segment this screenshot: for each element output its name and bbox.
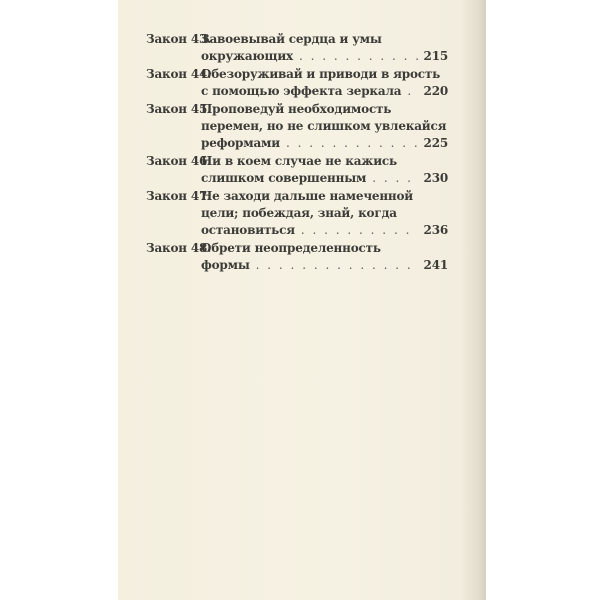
toc-entry-46 bbox=[146, 153, 448, 188]
toc-entry-44 bbox=[146, 66, 448, 101]
page-number: 215 bbox=[423, 49, 448, 64]
law-number: Закон 46. bbox=[146, 153, 212, 168]
law-number: Закон 43. bbox=[146, 32, 212, 46]
toc-entry-47 bbox=[146, 188, 448, 240]
leader-dots bbox=[372, 170, 417, 187]
entry-title: реформами bbox=[201, 136, 280, 151]
entry-title: Проповедуй необходимость bbox=[201, 101, 392, 116]
law-number: Закон 48. bbox=[146, 240, 212, 255]
entry-title: остановиться bbox=[201, 223, 295, 238]
entry-title: Обезоруживай и приводи в ярость bbox=[201, 66, 441, 81]
toc-entry-48 bbox=[146, 240, 448, 275]
leader-dots bbox=[286, 135, 418, 152]
entry-title: окружающих bbox=[201, 49, 293, 64]
page-number: 225 bbox=[423, 136, 448, 151]
toc-entry-45 bbox=[146, 101, 448, 153]
page-number: 236 bbox=[423, 223, 448, 238]
entry-title: Завоевывай сердца и умы bbox=[201, 32, 382, 46]
entry-title: Не заходи дальше намеченной bbox=[201, 188, 414, 203]
leader-dots bbox=[256, 257, 418, 274]
leader-dots bbox=[299, 48, 418, 65]
law-number: Закон 47. bbox=[146, 188, 212, 203]
page-number: 241 bbox=[423, 258, 448, 273]
entry-title: формы bbox=[201, 258, 250, 273]
entry-title: Обрети неопределенность bbox=[201, 240, 381, 255]
law-number: Закон 45. bbox=[146, 101, 212, 116]
page-number: 230 bbox=[423, 171, 448, 186]
page-number: 220 bbox=[423, 84, 448, 99]
law-number: Закон 44. bbox=[146, 66, 212, 81]
toc-entry-43 bbox=[146, 31, 448, 66]
leader-dots bbox=[301, 222, 418, 239]
table-of-contents bbox=[146, 31, 448, 274]
leader-dots bbox=[407, 83, 417, 100]
entry-title: перемен, но не слишком увлекайся bbox=[201, 118, 447, 133]
entry-title: цели; побеждая, знай, когда bbox=[201, 205, 397, 220]
entry-title: Ни в коем случае не кажись bbox=[201, 153, 397, 168]
entry-title: слишком совершенным bbox=[201, 171, 367, 186]
entry-title: с помощью эффекта зеркала bbox=[201, 84, 402, 99]
